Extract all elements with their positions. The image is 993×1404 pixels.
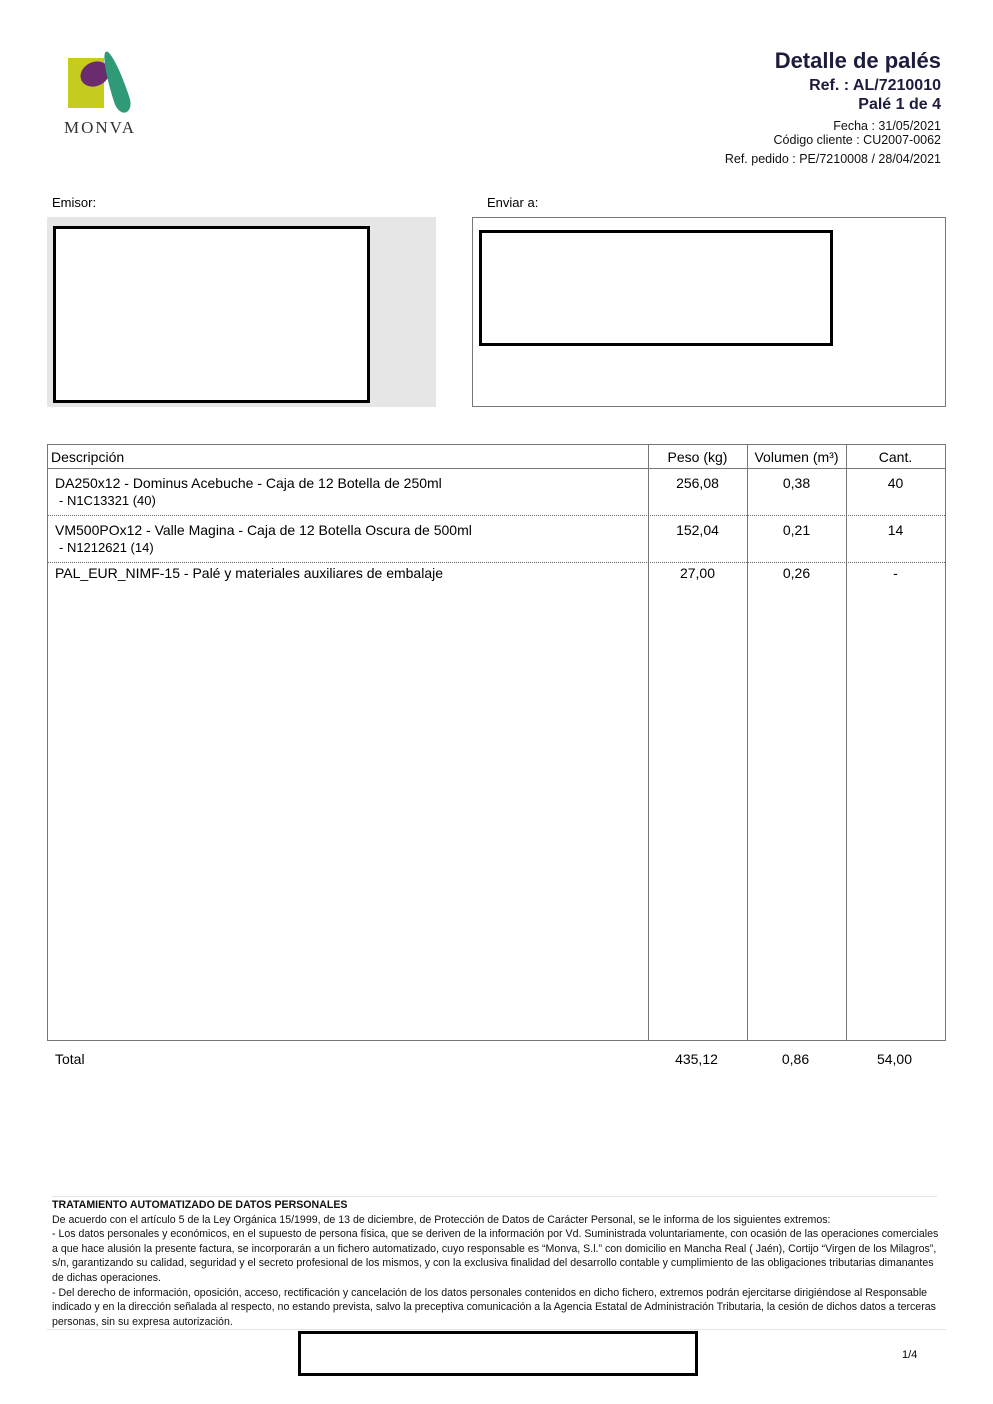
- item-volume: 0,26: [782, 565, 811, 581]
- recipient-label: Enviar a:: [487, 195, 539, 210]
- document-reference: Ref. : AL/7210010: [809, 77, 941, 94]
- item-description: VM500POx12 - Valle Magina - Caja de 12 Botella Oscura de 500ml: [55, 522, 472, 538]
- table-row: [48, 563, 945, 587]
- total-label: Total: [55, 1051, 85, 1067]
- total-weight: 435,12: [675, 1051, 718, 1067]
- sender-box: [47, 217, 436, 407]
- header-weight: Peso (kg): [667, 449, 728, 465]
- legal-intro: De acuerdo con el artículo 5 de la Ley Orgánica 15/1999, de 13 de diciembre, de Protección de Datos de Carácter Personal, se le informa de los siguientes extremos:: [52, 1213, 831, 1226]
- table-header-row: [48, 445, 945, 469]
- logo-text: MONVA: [63, 118, 137, 137]
- recipient-redaction: [479, 230, 833, 346]
- header-volume: Volumen (m³): [754, 449, 839, 465]
- total-quantity: 54,00: [876, 1051, 913, 1067]
- item-volume: 0,21: [782, 522, 811, 538]
- item-quantity: 40: [887, 475, 904, 491]
- item-description: DA250x12 - Dominus Acebuche - Caja de 12 Botella de 250ml: [55, 475, 442, 491]
- item-volume: 0,38: [782, 475, 811, 491]
- item-quantity: 14: [887, 522, 904, 538]
- sender-label: Emisor:: [52, 195, 97, 210]
- items-table: [47, 444, 946, 1041]
- document-title: Detalle de palés: [774, 48, 941, 73]
- item-weight: 27,00: [679, 565, 716, 581]
- item-lot: - N1C13321 (40): [59, 493, 156, 508]
- customer-code: Código cliente : CU2007-0062: [773, 133, 941, 147]
- page-number: 1/4: [902, 1349, 918, 1361]
- document-date: Fecha : 31/05/2021: [833, 119, 941, 133]
- item-quantity: -: [893, 565, 898, 581]
- item-weight: 256,08: [676, 475, 719, 491]
- legal-paragraph: - Los datos personales y económicos, en el supuesto de persona física, que se deriven de la información por Vd. Suministrada voluntariamente, con ocasión de las operaciones comerciales a que hace alusión la presente factura, se incorporarán a un fichero automatizado, cuyo responsable es “Monva, S.l.” con domicilio en Mancha Real ( Jaén), Cortijo “Virgen de los Milagros”, s/n, garantizando su calidad, seguridad y el secreto profesional de los mismos, y con la exclusiva finalidad del desarrollo contable y cumplimiento de las obligaciones tributarias dimanantes de dichas operaciones.: [52, 1228, 939, 1284]
- footer-redaction: [298, 1331, 698, 1376]
- item-lot: - N1212621 (14): [59, 540, 154, 555]
- header-quantity: Cant.: [878, 449, 913, 465]
- order-reference: Ref. pedido : PE/7210008 / 28/04/2021: [724, 152, 941, 166]
- legal-divider-top: [52, 1196, 937, 1197]
- pallet-number: Palé 1 de 4: [858, 96, 941, 113]
- legal-notice: [52, 1198, 939, 1329]
- total-volume: 0,86: [781, 1051, 810, 1067]
- recipient-box: [472, 217, 946, 407]
- monva-logo: [58, 50, 142, 140]
- legal-paragraph: - Del derecho de información, oposición, acceso, rectificación y cancelación de los datos personales contenidos en dicho fichero, extremos podrán ejercitarse dirigiéndose al Responsable indicado y en la dirección señalada al respecto, no estando prevista, salvo la preceptiva comunicación a la Agencia Estatal de Administración Tributaria, la cesión de dichos datos a terceras personas, sin su expresa autorización.: [52, 1286, 936, 1328]
- item-weight: 152,04: [676, 522, 719, 538]
- table-row: [48, 516, 945, 563]
- header-description: Descripción: [51, 449, 125, 465]
- item-description: PAL_EUR_NIMF-15 - Palé y materiales auxiliares de embalaje: [55, 565, 444, 581]
- legal-title: TRATAMIENTO AUTOMATIZADO DE DATOS PERSONALES: [52, 1199, 348, 1211]
- sender-redaction: [53, 226, 370, 403]
- table-row: [48, 468, 945, 516]
- legal-divider-bottom: [47, 1329, 946, 1330]
